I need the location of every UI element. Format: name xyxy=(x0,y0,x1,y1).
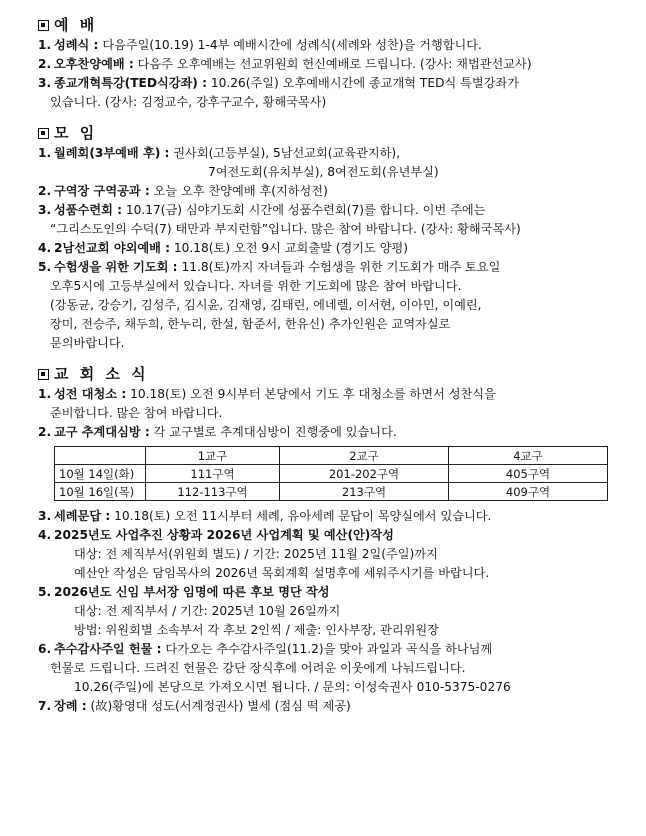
square-bullet-icon xyxy=(38,20,49,31)
news-item-5-cont-1: 대상: 전 제직부서 / 기간: 2025년 10월 26일까지 xyxy=(74,604,341,618)
worship-item-3: 3. 종교개혁특강(TED식강좌) : 10.26(주일) 오후예배시간에 종교개혁 TED식 특별강좌가 xyxy=(38,76,519,90)
table-row: 10월 14일(화) 111구역 201-202구역 405구역 xyxy=(55,465,608,483)
worship-item-2: 2. 오후찬양예배 : 다음주 오후예배는 선교위원회 헌신예배로 드립니다. (강사: 채법관선교사) xyxy=(38,57,532,71)
meeting-item-1-cont: 7여전도회(유치부실), 8여전도회(유년부실) xyxy=(208,165,439,179)
news-item-4: 4. 2025년도 사업추진 상황과 2026년 사업계획 및 예산(안)작성 xyxy=(38,528,394,542)
meeting-item-3: 3. 성품수련회 : 10.17(금) 심야기도회 시간에 성품수련회(7)를 합니다. 이번 주에는 xyxy=(38,203,486,217)
meeting-item-5-cont-1: 오후5시에 고등부실에서 있습니다. 자녀를 위한 기도회에 많은 참여 바랍니다. xyxy=(50,279,462,293)
news-item-1-cont: 준비합니다. 많은 참여 바랍니다. xyxy=(50,406,223,420)
section-title-worship: 예 배 xyxy=(38,14,634,36)
news-item-1: 1. 성전 대청소 : 10.18(토) 오전 9시부터 본당에서 기도 후 대청소를 하면서 성찬식을 xyxy=(38,387,496,401)
news-item-6: 6. 추수감사주일 헌물 : 다가오는 추수감사주일(11.2)을 맞아 과일과 곡식을 하나님께 xyxy=(38,642,493,656)
meeting-item-1: 1. 월례회(3부예배 후) : 권사회(고등부실), 5남선교회(교육관지하), xyxy=(38,146,401,160)
meeting-item-4: 4. 2남선교회 야외예배 : 10.18(토) 오전 9시 교회출발 (경기도 양평) xyxy=(38,241,408,255)
meeting-item-5-cont-3: 장미, 전승주, 채두희, 한누리, 한설, 함준서, 한유신) 추가인원은 교역자실로 xyxy=(50,317,451,331)
meeting-item-2: 2. 구역장 구역공과 : 오늘 오후 찬양예배 후(지하성전) xyxy=(38,184,328,198)
news-item-4-cont-1: 대상: 전 제직부서(위원회 별도) / 기간: 2025년 11월 2일(주일)까지 xyxy=(74,547,438,561)
table-header-row: 1교구 2교구 4교구 xyxy=(55,447,608,465)
meeting-item-3-cont: “그리스도인의 수덕(7) 태만과 부지런함”입니다. 많은 참여 바랍니다. (강사: 황해국목사) xyxy=(50,222,521,236)
worship-item-3-cont: 있습니다. (강사: 김정교수, 강후구교수, 황해국목사) xyxy=(50,95,327,109)
section-title-meetings: 모 임 xyxy=(38,122,634,144)
section-title-news: 교 회 소 식 xyxy=(38,363,634,385)
news-item-7: 7. 장례 : (故)황영대 성도(서계정권사) 별세 (점심 떡 제공) xyxy=(38,699,351,713)
news-item-6-cont-1: 헌물로 드립니다. 드려진 헌물은 강단 장식후에 어려운 이웃에게 나눠드립니다. xyxy=(50,661,466,675)
worship-item-1: 1. 성례식 : 다음주일(10.19) 1-4부 예배시간에 성례식(세례와 성찬)을 거행합니다. xyxy=(38,38,482,52)
meeting-item-5-cont-4: 문의바랍니다. xyxy=(50,336,125,350)
visit-schedule-table xyxy=(54,446,608,501)
meeting-item-5-cont-2: (강동균, 강승기, 김성주, 김시윤, 김재영, 김태린, 에네렐, 이서현, 이아민, 이예린, xyxy=(50,298,482,312)
meeting-item-5: 5. 수험생을 위한 기도회 : 11.8(토)까지 자녀들과 수험생을 위한 기도회가 매주 토요일 xyxy=(38,260,501,274)
news-item-4-cont-2: 예산안 작성은 담임목사의 2026년 목회계획 설명후에 세워주시기를 바랍니다. xyxy=(74,566,490,580)
bulletin-page xyxy=(38,14,634,716)
news-item-5: 5. 2026년도 신임 부서장 임명에 따른 후보 명단 작성 xyxy=(38,585,330,599)
square-bullet-icon xyxy=(38,369,49,380)
news-item-2: 2. 교구 추계대심방 : 각 교구별로 추계대심방이 진행중에 있습니다. xyxy=(38,425,397,439)
news-item-5-cont-2: 방법: 위원회별 소속부서 각 후보 2인씩 / 제출: 인사부장, 관리위원장 xyxy=(74,623,439,637)
news-item-3: 3. 세례문답 : 10.18(토) 오전 11시부터 세례, 유아세례 문답이 목양실에서 있습니다. xyxy=(38,509,492,523)
square-bullet-icon xyxy=(38,128,49,139)
news-item-6-cont-2: 10.26(주일)에 본당으로 가져오시면 됩니다. / 문의: 이성숙권사 010-5375-0276 xyxy=(74,680,511,694)
table-row: 10월 16일(목) 112-113구역 213구역 409구역 xyxy=(55,483,608,501)
